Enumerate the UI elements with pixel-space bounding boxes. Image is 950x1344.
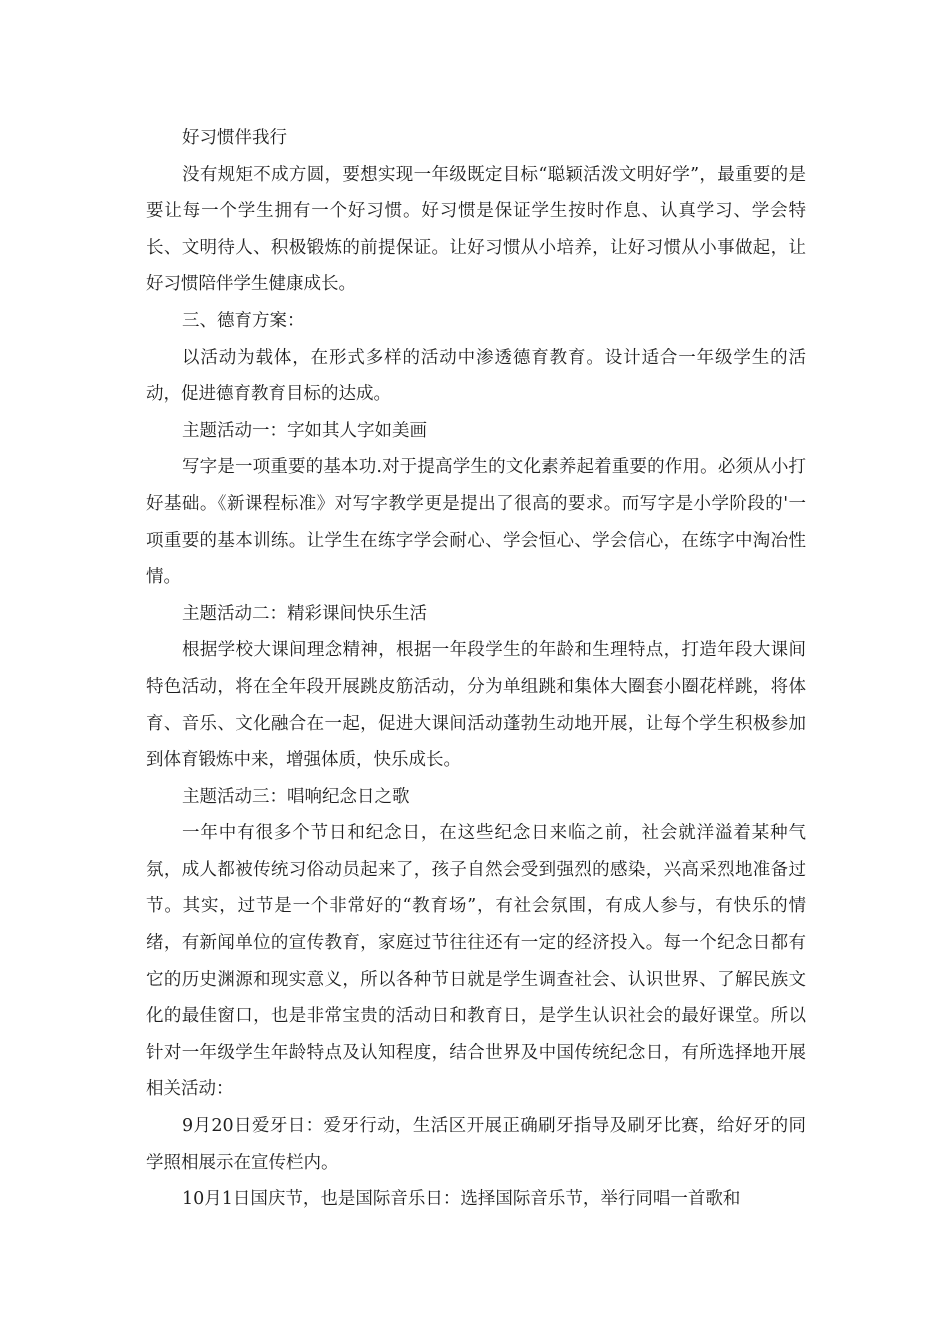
activity-heading: 主题活动二：精彩课间快乐生活 <box>182 603 427 624</box>
paragraph: 没有规矩不成方圆，要想实现一年级既定目标“聪颖活泼文明好学”，最重要的是要让每一个学生拥有一个好习惯。好习惯是保证学生按时作息、认真学习、学会特长、文明待人、积极锻炼的前提保证。让好习惯从小培养，让好习惯从小事做起，让好习惯陪伴学生健康成长。 <box>146 164 806 295</box>
paragraph: 根据学校大课间理念精神，根据一年段学生的年龄和生理特点，打造年段大课间特色活动，将在全年段开展跳皮筋活动，分为单组跳和集体大圈套小圈花样跳，将体育、音乐、文化融合在一起，促进大课间活动蓬勃生动地开展，让每个学生积极参加到体育锻炼中来，增强体质，快乐成长。 <box>146 640 806 771</box>
paragraph: 10月1日国庆节，也是国际音乐日：选择国际音乐节，举行同唱一首歌和 <box>182 1189 741 1210</box>
paragraph: 一年中有很多个节日和纪念日，在这些纪念日来临之前，社会就洋溢着某种气氛，成人都被传统习俗动员起来了，孩子自然会受到强烈的感染，兴高采烈地准备过节。其实，过节是一个非常好的“教育场”，有社会氛围，有成人参与，有快乐的情绪，有新闻单位的宣传教育，家庭过节往往还有一定的经济投入。每一个纪念日都有它的历史渊源和现实意义，所以各种节日就是学生调查社会、认识世界、了解民族文化的最佳窗口，也是非常宝贵的活动日和教育日，是学生认识社会的最好课堂。所以针对一年级学生年龄特点及认知程度，结合世界及中国传统纪念日，有所选择地开展相关活动： <box>146 823 806 1100</box>
paragraph: 写字是一项重要的基本功.对于提高学生的文化素养起着重要的作用。必须从小打好基础。《新课程标准》对写字教学更是提出了很高的要求。而写字是小学阶段的'一项重要的基本训练。让学生在练字学会耐心、学会恒心、学会信心，在练字中淘冶性情。 <box>146 457 806 588</box>
activity-heading: 主题活动三：唱响纪念日之歌 <box>182 786 410 807</box>
paragraph: 9月20日爱牙日：爱牙行动，生活区开展正确刷牙指导及刷牙比赛，给好牙的同学照相展示在宣传栏内。 <box>146 1116 806 1173</box>
activity-heading: 主题活动一：字如其人字如美画 <box>182 420 427 441</box>
section-heading: 三、德育方案： <box>182 310 305 331</box>
paragraph: 以活动为载体，在形式多样的活动中渗透德育教育。设计适合一年级学生的活动，促进德育教育目标的达成。 <box>146 347 806 405</box>
section-title: 好习惯伴我行 <box>182 128 287 148</box>
document-body <box>146 120 806 1218</box>
